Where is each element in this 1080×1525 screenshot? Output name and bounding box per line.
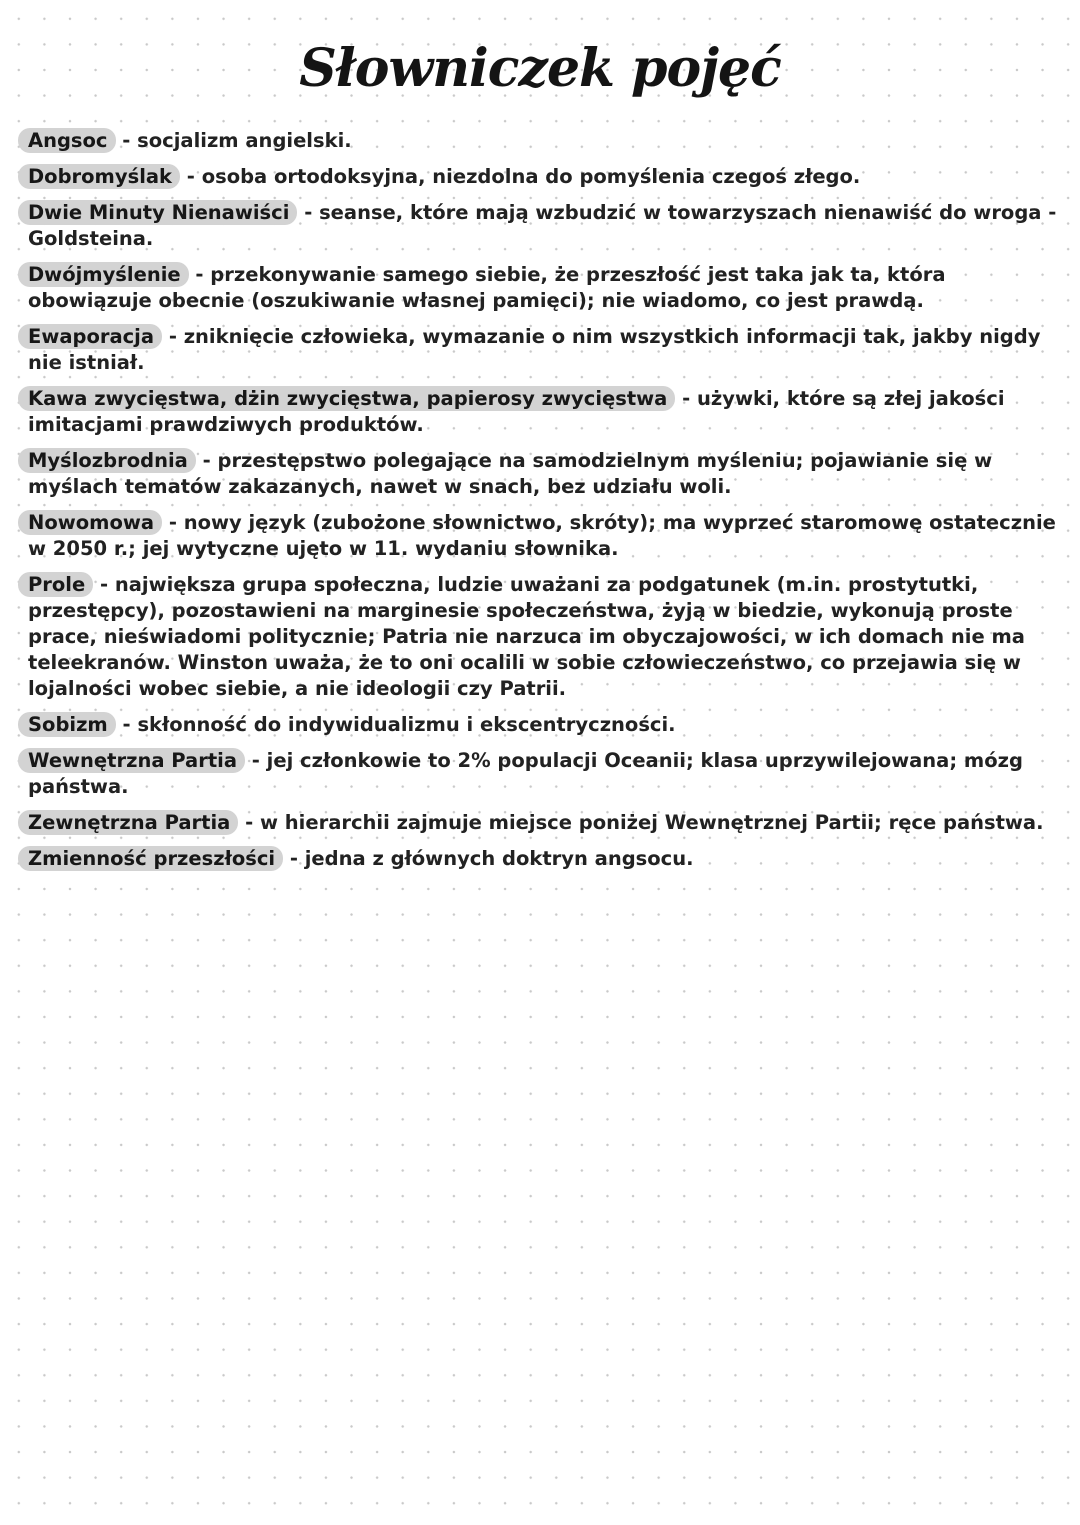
term-separator: - [675, 387, 698, 410]
term-separator: - [180, 165, 202, 188]
glossary-entry [18, 572, 1066, 702]
glossary-definition: seanse, które mają wzbudzić w towarzyszach nienawiść do wroga - Goldsteina. [28, 201, 1057, 250]
glossary-entry [18, 810, 1066, 836]
glossary-definition: w hierarchii zajmuje miejsce poniżej Wewnętrznej Partii; ręce państwa. [259, 811, 1044, 834]
glossary-definition: jej członkowie to 2% populacji Oceanii; klasa uprzywilejowana; mózg państwa. [28, 749, 1023, 798]
glossary-definition: nowy język (zubożone słownictwo, skróty); ma wyprzeć staromowę ostatecznie w 2050 r.; jej wytyczne ujęto w 11. wydaniu słownika. [28, 511, 1056, 560]
glossary-entry [18, 748, 1066, 800]
glossary-term: Dwie Minuty Nienawiści [18, 200, 297, 225]
glossary-definition: jedna z głównych doktryn angsocu. [304, 847, 694, 870]
glossary-entry [18, 128, 1066, 154]
glossary-entry [18, 386, 1066, 438]
glossary-entry [18, 712, 1066, 738]
glossary-term: Ewaporacja [18, 324, 162, 349]
glossary-entry [18, 262, 1066, 314]
glossary-entry [18, 846, 1066, 872]
term-separator: - [115, 129, 138, 152]
glossary-term: Dobromyślak [18, 164, 180, 189]
glossary-term: Dwójmyślenie [18, 262, 189, 287]
glossary-entry [18, 200, 1066, 252]
glossary-entry [18, 448, 1066, 500]
glossary-term: Kawa zwycięstwa, dżin zwycięstwa, papierosy zwycięstwa [18, 386, 675, 411]
glossary-definition: największa grupa społeczna, ludzie uważani za podgatunek (m.in. prostytutki, przestępcy), pozostawieni na marginesie społeczeństwa, żyją w biedzie, wykonują proste prace, nieświadomi politycznie; Patria nie narzuca im obyczajowości, w ich domach nie ma teleekranów. Winston uważa, że to oni ocalili w sobie człowieczeństwo, co przejawia się w lojalności wobec siebie, a nie ideologii czy Patrii. [28, 573, 1025, 700]
glossary-entry [18, 164, 1066, 190]
glossary-definition: zniknięcie człowieka, wymazanie o nim wszystkich informacji tak, jakby nigdy nie istniał. [28, 325, 1041, 374]
term-separator: - [297, 201, 320, 224]
glossary-list [18, 128, 1066, 882]
term-separator: - [93, 573, 115, 596]
glossary-term: Wewnętrzna Partia [18, 748, 245, 773]
glossary-entry [18, 324, 1066, 376]
glossary-entry [18, 510, 1066, 562]
glossary-term: Myślozbrodnia [18, 448, 196, 473]
glossary-term: Nowomowa [18, 510, 162, 535]
glossary-definition: skłonność do indywidualizmu i ekscentryczności. [137, 713, 676, 736]
glossary-term: Zmienność przeszłości [18, 846, 283, 871]
glossary-term: Zewnętrzna Partia [18, 810, 238, 835]
term-separator: - [283, 847, 305, 870]
glossary-definition: przekonywanie samego siebie, że przeszłość jest taka jak ta, która obowiązuje obecnie (oszukiwanie własnej pamięci); nie wiadomo, co jest prawdą. [28, 263, 946, 312]
page-title: Słowniczek pojęć [299, 38, 781, 99]
term-separator: - [162, 511, 184, 534]
glossary-definition: socjalizm angielski. [137, 129, 352, 152]
glossary-term: Sobizm [18, 712, 116, 737]
term-separator: - [115, 713, 138, 736]
glossary-term: Angsoc [18, 128, 116, 153]
term-separator: - [238, 811, 260, 834]
term-separator: - [245, 749, 267, 772]
glossary-term: Prole [18, 572, 93, 597]
term-separator: - [188, 263, 211, 286]
term-separator: - [195, 449, 218, 472]
glossary-definition: osoba ortodoksyjna, niezdolna do pomyślenia czegoś złego. [201, 165, 861, 188]
term-separator: - [162, 325, 184, 348]
glossary-definition: używki, które są złej jakości imitacjami prawdziwych produktów. [28, 387, 1005, 436]
glossary-definition: przestępstwo polegające na samodzielnym myśleniu; pojawianie się w myślach tematów zakazanych, nawet w snach, bez udziału woli. [28, 449, 993, 498]
